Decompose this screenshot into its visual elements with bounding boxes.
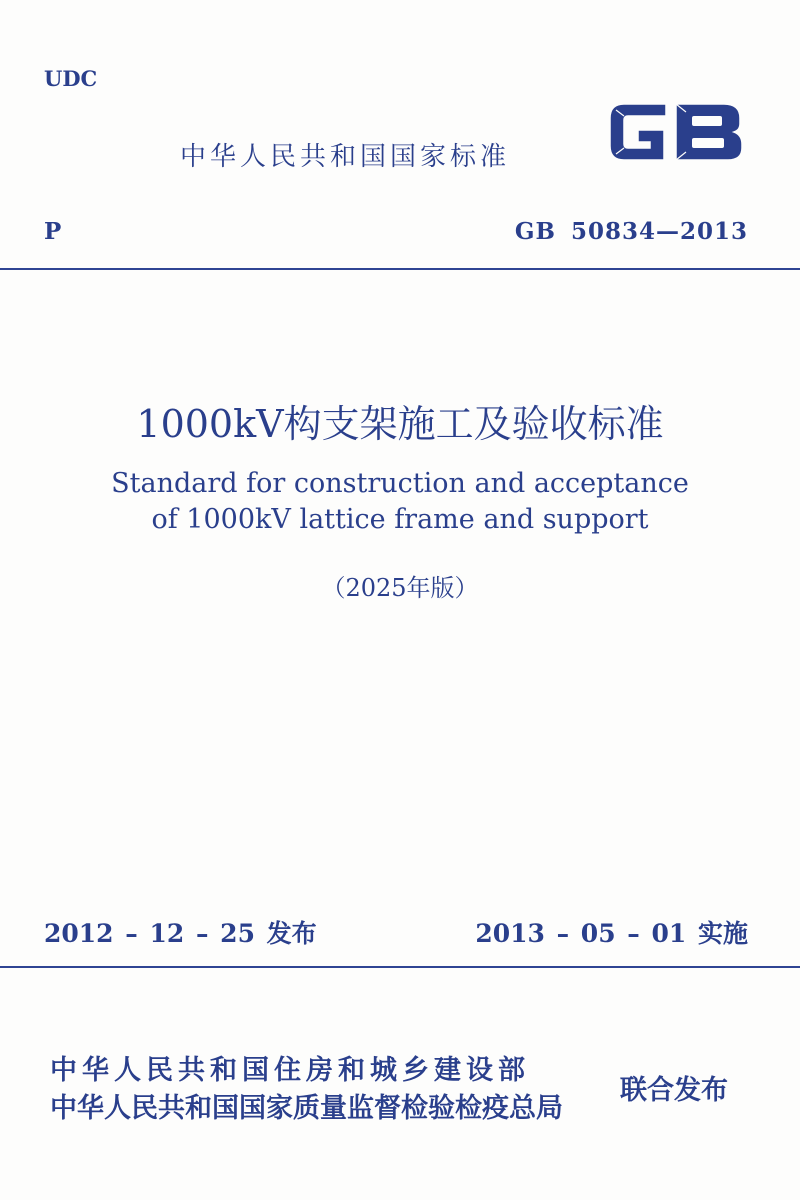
top-divider (0, 268, 800, 270)
issuer-quality-administration: 中华人民共和国国家质量监督检验检疫总局 (50, 1093, 563, 1124)
joint-issue-label: 联合发布 (620, 1075, 728, 1106)
bottom-divider (0, 966, 800, 968)
edition-label: （2025年版） (321, 574, 479, 602)
title-english-line1: Standard for construction and acceptance (111, 468, 689, 499)
implementation-date: 2013 – 05 – 01 实施 (475, 919, 748, 948)
gb-logo-icon (604, 96, 748, 168)
issue-date: 2012 – 12 – 25 发布 (44, 919, 317, 948)
issuer-ministry-housing: 中华人民共和国住房和城乡建设部 (50, 1055, 530, 1086)
classification-code: P (44, 218, 62, 245)
title-english-line2: of 1000kV lattice frame and support (151, 504, 649, 535)
standard-type-title: 中华人民共和国国家标准 (180, 142, 511, 172)
title-chinese: 1000kV构支架施工及验收标准 (136, 402, 664, 446)
udc-label: UDC (44, 66, 98, 91)
standard-number: GB 50834—2013 (514, 218, 748, 245)
